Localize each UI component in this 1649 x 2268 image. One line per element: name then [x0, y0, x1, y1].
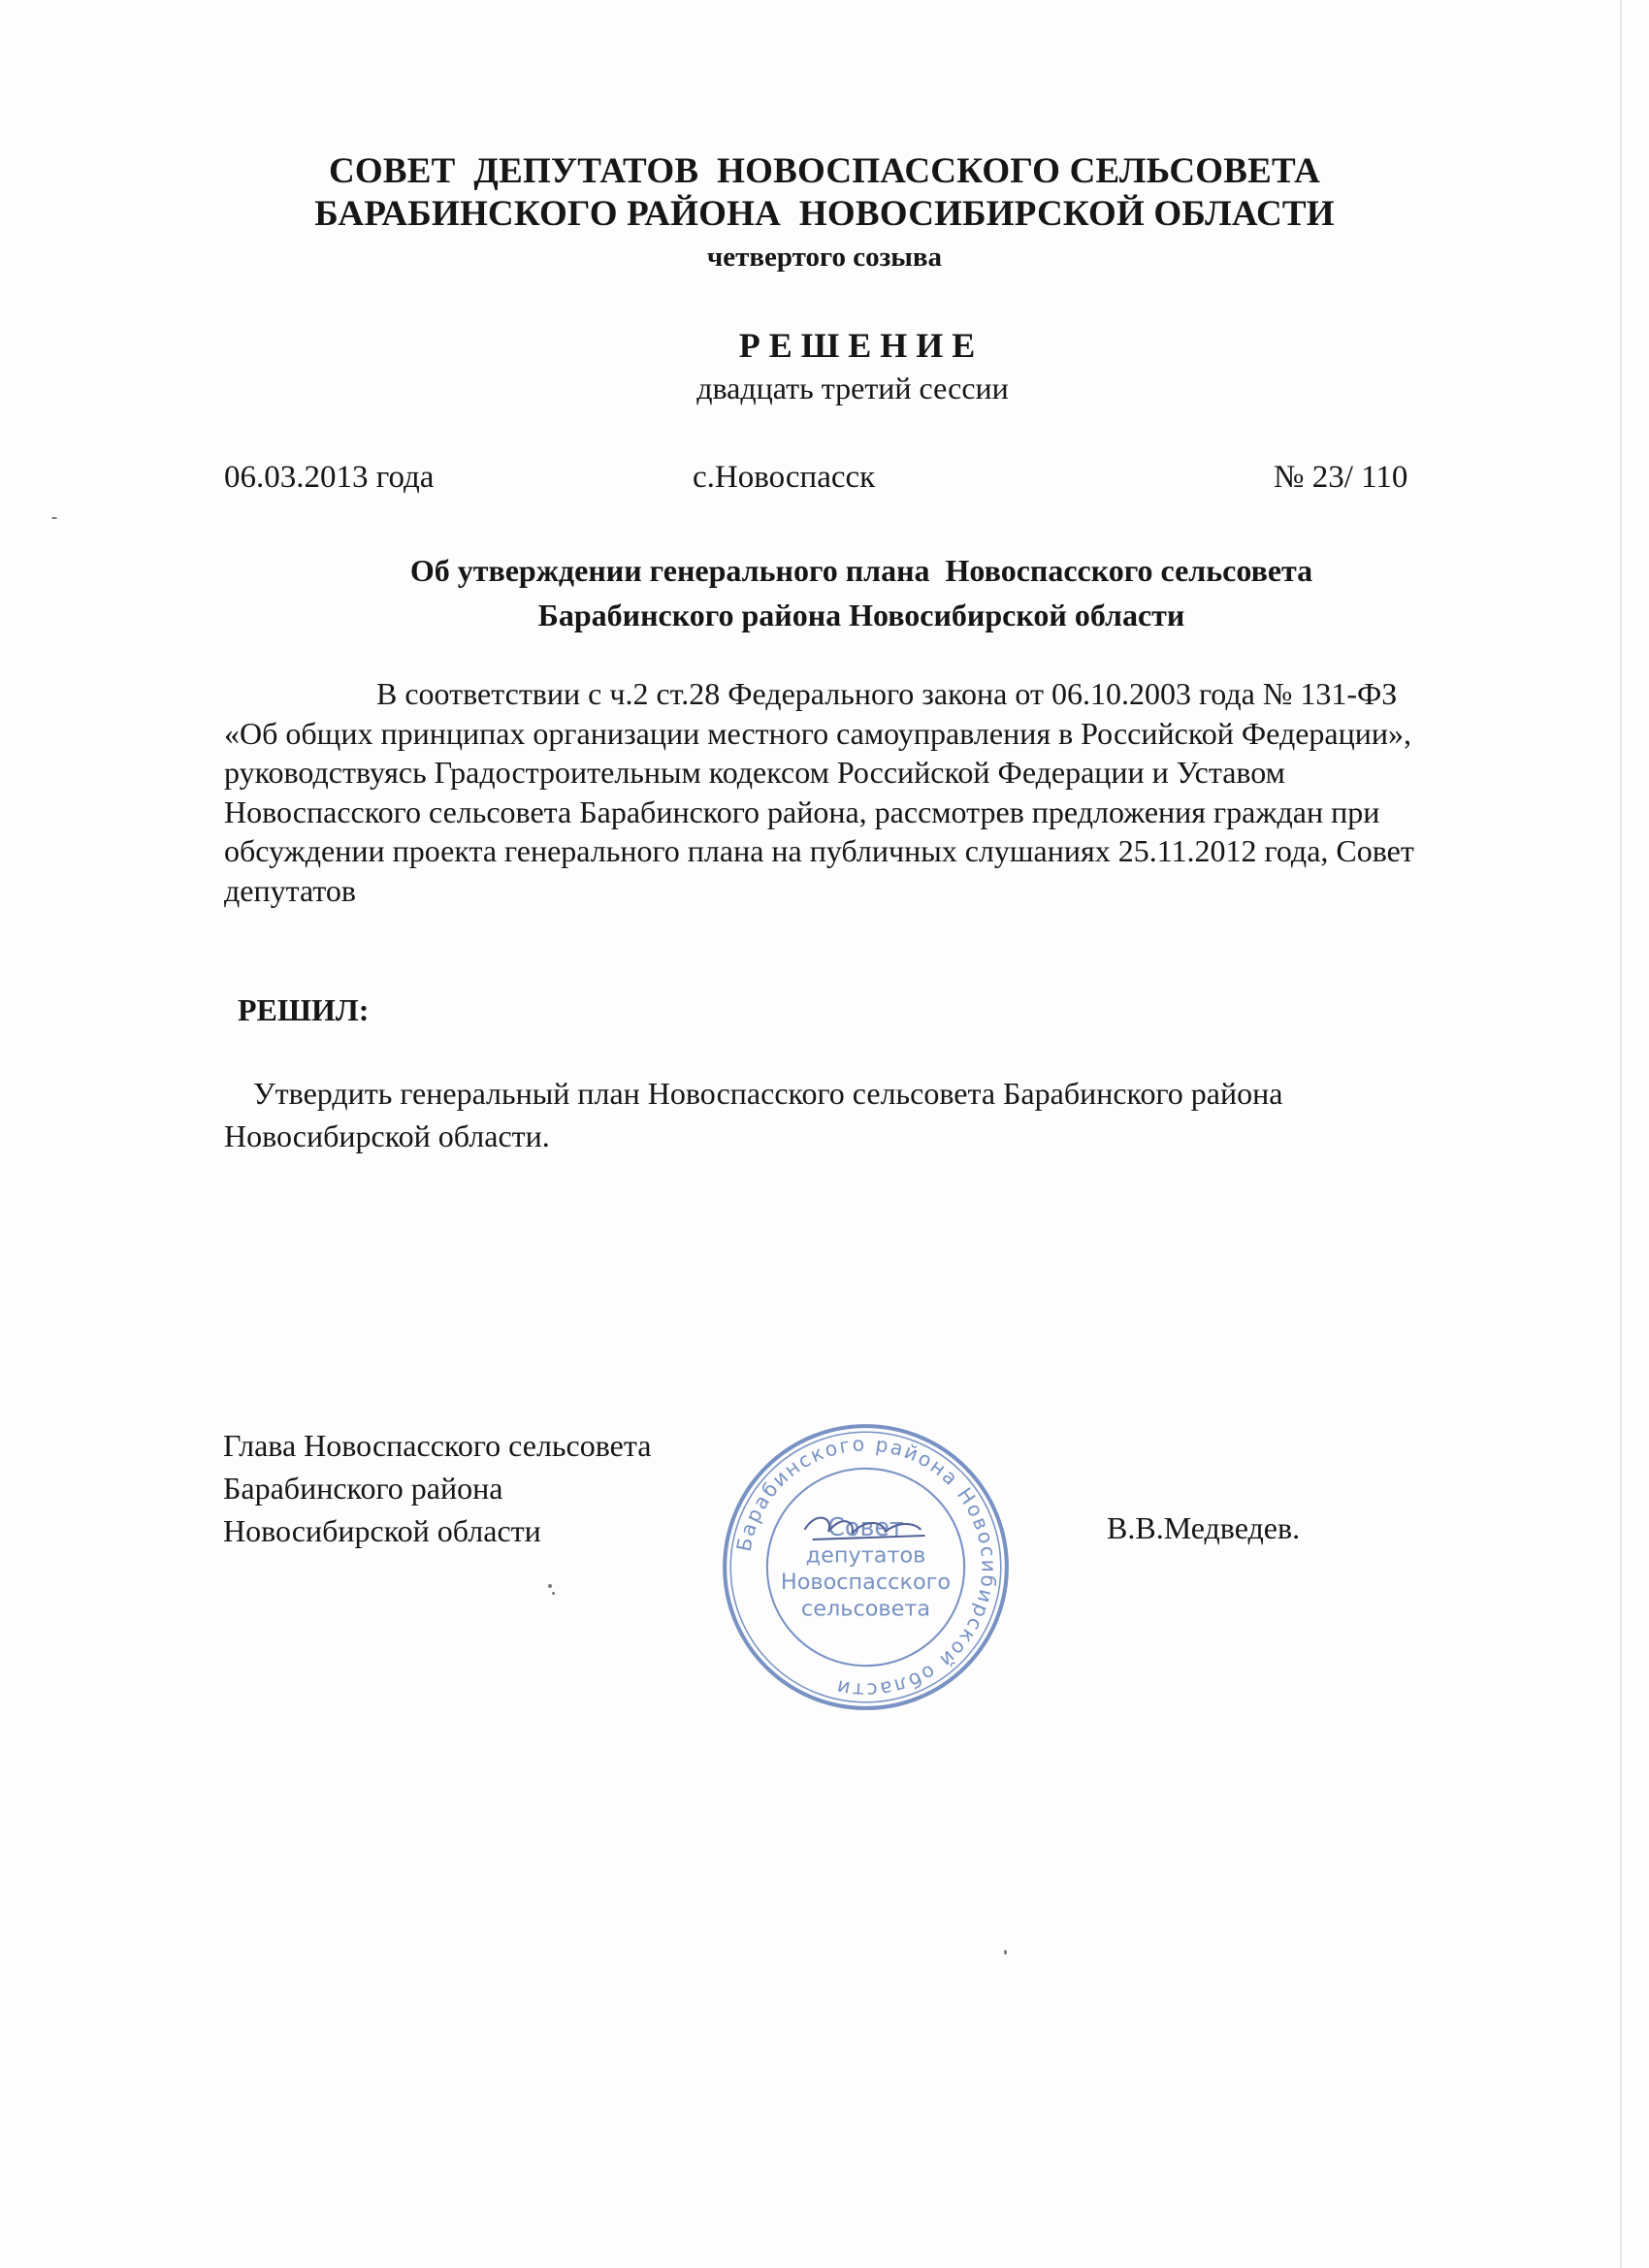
seal-center-line-2: депутатов	[805, 1542, 926, 1569]
subject-line-1: Об утверждении генерального плана Новоспасского сельсовета	[409, 553, 1313, 588]
scan-speck	[51, 517, 57, 519]
signatory-title-line-3: Новосибирской области	[223, 1513, 541, 1548]
scan-speck	[552, 1592, 555, 1595]
preamble-text: В соответствии с ч.2 ст.28 Федерального закона от 06.10.2003 года № 131-ФЗ «Об общих принципах организации местного самоуправления в Российской Федерации», руководствуясь Градостроительным кодексом Российской Федерации и Уставом Новоспасского сельсовета Барабинского района, рассмотрев предложения граждан при обсуждении проекта генерального плана на публичных слушаниях 25.11.2012 года, Совет депутатов	[224, 676, 1414, 908]
document-header	[0, 150, 1649, 276]
seal-center-line-1: Совет	[827, 1511, 904, 1541]
official-seal-stamp	[718, 1419, 1014, 1715]
signatory-title	[223, 1424, 651, 1552]
scan-speck	[548, 1584, 552, 1588]
document-number: № 23/ 110	[1274, 460, 1408, 495]
signatory-title-line-1: Глава Новоспасского сельсовета	[223, 1428, 652, 1463]
org-name-line-1: СОВЕТ ДЕПУТАТОВ НОВОСПАССКОГО СЕЛЬСОВЕТА	[328, 151, 1320, 191]
subject-line-2: Барабинского района Новосибирской области	[537, 598, 1185, 632]
scan-edge-shadow	[1620, 0, 1622, 2268]
org-name-line-2: БАРАБИНСКОГО РАЙОНА НОВОСИБИРСКОЙ ОБЛАСТИ	[314, 194, 1335, 234]
document-date: 06.03.2013 года	[224, 460, 435, 495]
document-type: РЕШЕНИЕ	[738, 326, 985, 365]
seal-ring-text: Барабинского района Новосибирской области	[731, 1432, 1001, 1702]
scan-speck	[1004, 1950, 1007, 1955]
resolved-heading: РЕШИЛ:	[238, 992, 370, 1027]
document-subject	[0, 548, 1649, 637]
convocation: четвертого созыва	[706, 242, 943, 273]
preamble-paragraph	[224, 674, 1456, 910]
seal-center-line-3: Новоспасского	[780, 1569, 952, 1595]
decision-text: Утвердить генеральный план Новоспасского сельсовета Барабинского района Новосибирской области.	[224, 1076, 1283, 1153]
signatory-title-line-2: Барабинского района	[223, 1471, 503, 1506]
session-label: двадцать третий сессии	[696, 371, 1009, 405]
document-place: с.Новоспасск	[693, 460, 876, 495]
seal-center-line-4: сельсовета	[800, 1596, 931, 1622]
decision-paragraph	[224, 1072, 1456, 1157]
signatory-name: В.В.Медведев.	[1107, 1510, 1301, 1545]
